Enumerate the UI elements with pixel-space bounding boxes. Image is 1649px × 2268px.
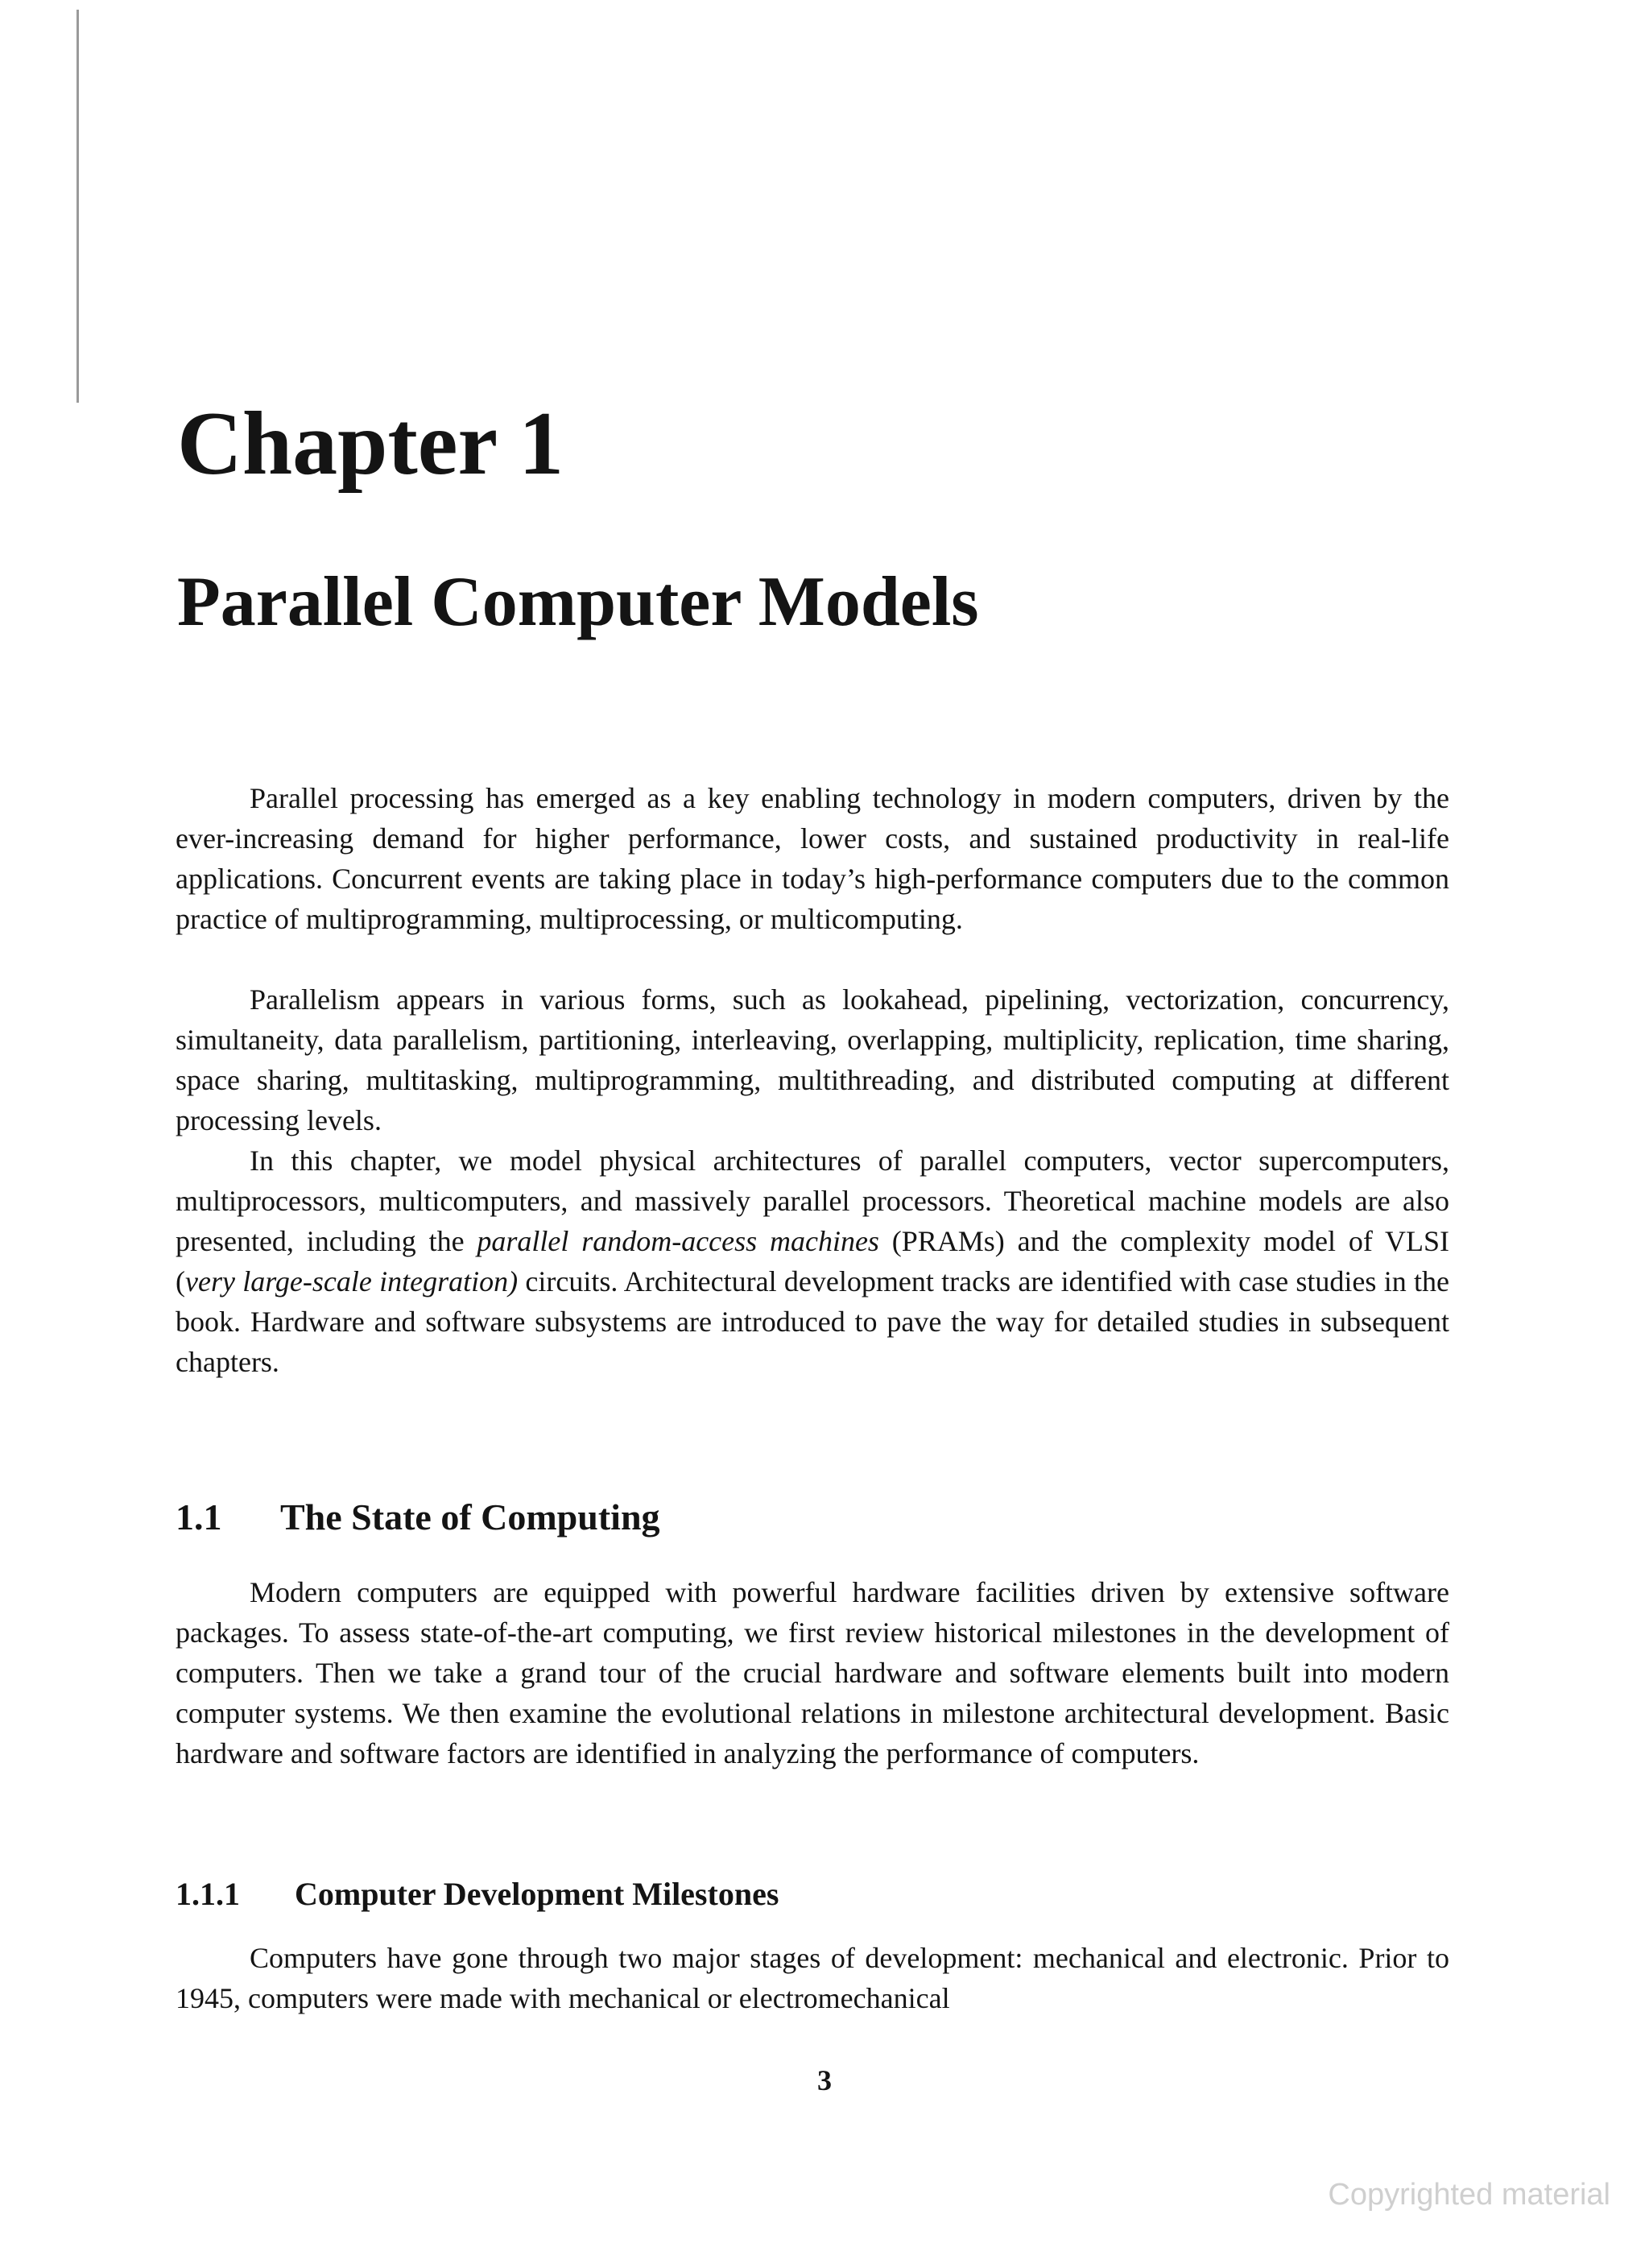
- term-pram: parallel random-access machines: [477, 1225, 879, 1257]
- copyright-watermark: Copyrighted material: [1328, 2178, 1610, 2212]
- intro-paragraph-2: Parallelism appears in various forms, such as lookahead, pipelining, vectorization, concurrency, simultaneity, data parallelism, partitioning, interleaving, overlapping, multiplicity, replication, time sharing, space sharing, multitasking, multiprogramming, multithreading, and distributed computing at different processing levels.: [176, 983, 1449, 1136]
- subsection-number: 1.1.1: [176, 1876, 240, 1912]
- chapter-title: Parallel Computer Models: [177, 563, 979, 641]
- section-heading-1-1: [176, 1495, 660, 1539]
- term-vlsi: very large-scale integration): [185, 1265, 519, 1297]
- intro-paragraph-3-text-b: (PRAMs) and the complexity model of VLSI (: [176, 1225, 1449, 1297]
- subsection-title: Computer Development Milestones: [295, 1876, 779, 1912]
- margin-rule: [76, 10, 79, 403]
- subsection-1-1-1-paragraph: Computers have gone through two major stages of development: mechanical and electronic. Prior to 1945, computers were made with mechanical or electromechanical: [176, 1942, 1449, 2014]
- page-number: 3: [817, 2064, 832, 2096]
- intro-paragraph-1: Parallel processing has emerged as a key enabling technology in modern computers, driven by the ever-increasing demand for higher performance, lower costs, and sustained productivity in real-life applications. Concurrent events are taking place in today’s high-performance computers due to the common practice of multiprogramming, multiprocessing, or multicomputing.: [176, 782, 1449, 935]
- intro-paragraph-3: [176, 1140, 1449, 1382]
- section-title: The State of Computing: [280, 1496, 660, 1538]
- section-number: 1.1: [176, 1496, 222, 1538]
- chapter-label: Chapter 1: [177, 394, 564, 494]
- section-1-1-paragraph: Modern computers are equipped with powerful hardware facilities driven by extensive software packages. To assess state-of-the-art computing, we first review historical milestones in the development of computers. Then we take a grand tour of the crucial hardware and software elements built into modern computer systems. We then examine the evolutional relations in milestone architectural development. Basic hardware and software factors are identified in analyzing the performance of computers.: [176, 1576, 1449, 1769]
- intro-paragraph-3-text-c: circuits. Architectural development tracks are identified with case studies in the book. Hardware and software subsystems are introduced to pave the way for detailed studies in subsequent chapters.: [176, 1265, 1449, 1378]
- intro-paragraph-3-text-a: In this chapter, we model physical architectures of parallel computers, vector supercomputers, multiprocessors, multicomputers, and massively parallel processors. Theoretical machine models are also presented, including the: [176, 1144, 1449, 1257]
- subsection-heading-1-1-1: [176, 1875, 779, 1914]
